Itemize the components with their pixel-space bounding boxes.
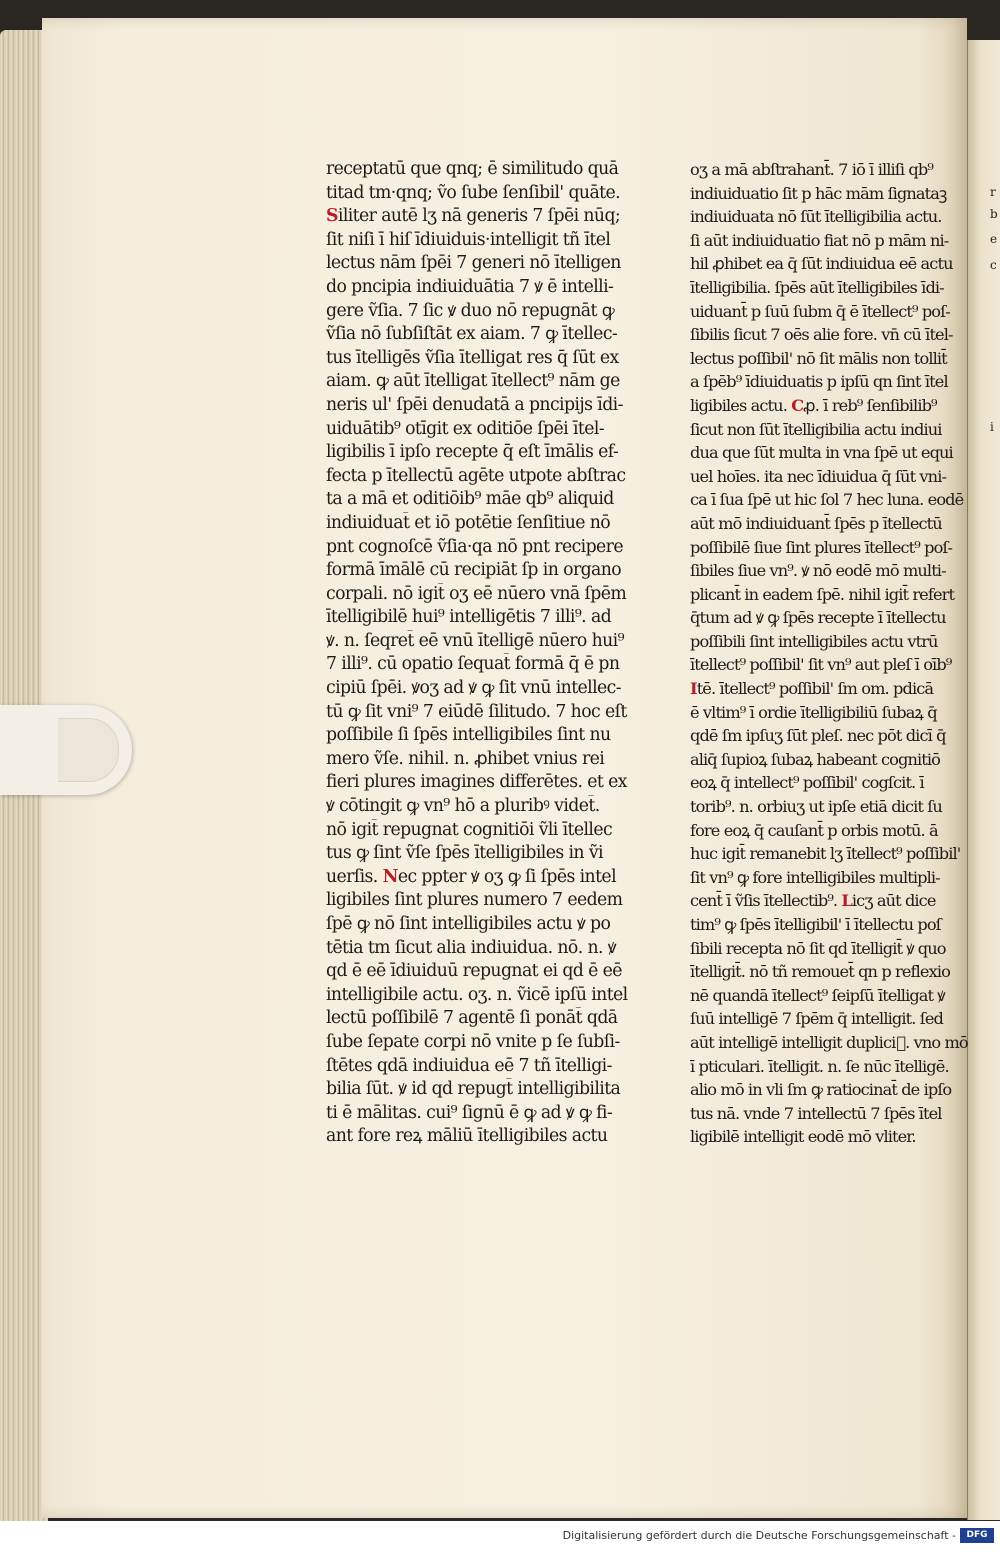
text-line bbox=[326, 394, 648, 418]
text-line bbox=[690, 559, 970, 583]
line-text: receptatū que qnq; ē similitudo quā bbox=[326, 159, 619, 179]
text-line bbox=[326, 512, 648, 536]
rubricated-initial: I bbox=[690, 679, 697, 699]
text-line bbox=[326, 842, 648, 866]
text-line bbox=[690, 677, 970, 701]
line-text: hil ꝓhibet ea q̄ ſūt indiuidua eē actu bbox=[690, 254, 953, 274]
line-text-after: icʒ aūt dice bbox=[851, 891, 936, 911]
text-line bbox=[326, 370, 648, 394]
line-text: tim⁹ ꝙ ſpēs ītelligibil' ī ītellectu poſ bbox=[690, 915, 941, 934]
adjacent-page-letter: r bbox=[990, 185, 996, 199]
line-text: q̄tum ad ꝟ ꝙ ſpēs recepte ī ītellectu bbox=[690, 608, 946, 628]
text-line bbox=[326, 889, 648, 913]
line-text: intelligibile actu. oʒ. n. ṽicē ipſū intel bbox=[326, 984, 628, 1005]
line-text: poſſibili ſint intelligibiles actu vtrū bbox=[690, 631, 938, 651]
line-text: indiuiduata nō ſūt ītelligibilia actu. bbox=[690, 207, 942, 227]
line-text-after: ec ppter ꝟ oʒ ꝙ ſi ſpēs intel bbox=[397, 866, 616, 887]
line-text: ta a mā et oditiōib⁹ māe qb⁹ aliquid bbox=[326, 489, 614, 510]
text-line bbox=[326, 559, 648, 583]
line-text-after: ꝓ. ī reb⁹ ſenſibilib⁹ bbox=[803, 395, 937, 415]
adjacent-page-letter: i bbox=[990, 420, 994, 434]
text-line bbox=[326, 536, 648, 560]
text-line bbox=[690, 347, 970, 371]
line-text: ligibilis ī ipſo recepte q̄ eſt īmālis ef- bbox=[326, 442, 619, 463]
text-line bbox=[326, 724, 648, 748]
text-line bbox=[326, 1078, 648, 1102]
line-text: pnt cognoſcē ṽſia·qa nō pnt recipere bbox=[326, 536, 623, 557]
line-text: lectus nām ſpēi 7 generi nō ītelligen bbox=[326, 253, 621, 274]
text-line bbox=[690, 653, 970, 677]
line-text: qd ē eē īdiuiduū repugnat ei qd ē eē bbox=[326, 961, 622, 982]
text-line bbox=[326, 771, 648, 795]
text-line bbox=[690, 229, 970, 253]
text-line bbox=[326, 182, 648, 206]
text-line bbox=[326, 347, 648, 371]
text-line bbox=[326, 748, 648, 772]
footer-credit: Digitalisierung gefördert durch die Deutsche Forschungsgemeinschaft - bbox=[562, 1529, 956, 1542]
line-text: ſtētes qdā indiuidua eē 7 tñ ītelligi- bbox=[326, 1055, 612, 1076]
text-line bbox=[690, 937, 970, 961]
line-text: ī pticulari. ītelligit. n. ſe nūc ītelligē. bbox=[690, 1056, 949, 1076]
line-text: ſpē ꝙ nō ſint intelligibiles actu ꝟ po bbox=[326, 914, 611, 934]
line-text: tus ītelligēs ṽſia ītelligat res q̄ ſūt ex bbox=[326, 347, 619, 368]
line-text: ti ē mālitas. cui⁹ ſignū ē ꝙ ad ꝟ ꝙ fi- bbox=[326, 1102, 613, 1123]
line-text: aiam. ꝙ aūt ītelligat ītellect⁹ nām ge bbox=[326, 371, 620, 392]
rubricated-initial: S bbox=[326, 206, 338, 227]
text-line bbox=[690, 323, 970, 347]
text-line bbox=[690, 1102, 970, 1126]
line-text: lectus poſſibil' nō ſit mālis non tollit̄ bbox=[690, 348, 947, 368]
text-line bbox=[690, 205, 970, 229]
text-line bbox=[326, 606, 648, 630]
line-text: uel hoīes. ita nec īdiuidua q̄ ſūt vni- bbox=[690, 466, 947, 486]
text-line bbox=[690, 1055, 970, 1079]
text-line bbox=[690, 630, 970, 654]
line-text: mero ṽſe. nihil. n. ꝓhibet vnius rei bbox=[326, 748, 605, 769]
line-text: corpali. nō igit̄ oʒ eē nūero vnā ſpēm bbox=[326, 583, 627, 604]
text-line bbox=[326, 441, 648, 465]
line-text: ſicut non ſūt ītelligibilia actu indiui bbox=[690, 419, 942, 439]
line-text: oʒ a mā abſtrahant̄. 7 iō ī illiſi qb⁹ bbox=[690, 160, 933, 179]
line-text: ꝟ cōtingit ꝙ vn⁹ hō a pluribꝰ videt̄. bbox=[326, 796, 600, 817]
line-text: tē. ītellect⁹ poſſibil' ſm om. pdicā bbox=[696, 679, 934, 699]
text-line bbox=[690, 536, 970, 560]
text-line bbox=[326, 205, 648, 229]
text-line bbox=[690, 252, 970, 276]
text-line bbox=[326, 252, 648, 276]
line-text: aūt intelligē intelligit dupliciᷤ. vno mō bbox=[690, 1032, 968, 1052]
text-line bbox=[326, 1102, 648, 1126]
line-text: ꝟ. n. ſeqret̄ eē vnū ītelligē nūero hui⁹ bbox=[326, 630, 624, 651]
text-line bbox=[690, 606, 970, 630]
text-line bbox=[326, 1031, 648, 1055]
text-line bbox=[326, 795, 648, 819]
line-text: tētia tm ſicut alia indiuidua. nō. n. ꝟ bbox=[326, 937, 616, 958]
line-text: neris ul' ſpēi denudatā a pncipijs īdi- bbox=[326, 394, 623, 415]
line-text: aliq̄ ſupioꝝ ſubaꝝ habeant cognitiō bbox=[690, 749, 940, 769]
text-line bbox=[690, 583, 970, 607]
rubricated-initial: L bbox=[841, 891, 852, 911]
line-text: uiduant̄ p ſuū ſubm q̄ ē ītellect⁹ poſ- bbox=[690, 301, 950, 321]
text-line bbox=[690, 394, 970, 418]
line-text: ſibilis ſicut 7 oēs alie fore. vn̄ cū ītel- bbox=[690, 325, 953, 345]
text-line bbox=[326, 630, 648, 654]
line-text: ſit niſi ī hiſ īdiuiduis·intelligit tñ ītel bbox=[326, 229, 611, 250]
line-text: indiuiduatio ſit p hāc mām ſignataꝫ bbox=[690, 183, 947, 203]
text-line bbox=[690, 1031, 970, 1055]
line-text: ītelligibilē hui⁹ intelligētis 7 illi⁹. ad bbox=[326, 607, 612, 628]
line-text: uiduātib⁹ otīgit ex oditiōe ſpēi ītel- bbox=[326, 418, 605, 439]
line-text: ſuū intelligē 7 ſpēm q̄ intelligit. ſed bbox=[690, 1009, 943, 1029]
line-text: nō igit̄ repugnat cognitiōi ṽli ītellec bbox=[326, 819, 613, 840]
line-text: tus ꝙ ſint ṽſe ſpēs ītelligibiles in ṽi bbox=[326, 843, 603, 864]
adjacent-page-letter: c bbox=[990, 258, 997, 272]
line-text: do pncipia indiuiduātia 7 ꝟ ē intelli- bbox=[326, 276, 614, 297]
text-line bbox=[326, 465, 648, 489]
text-line bbox=[326, 677, 648, 701]
text-line bbox=[326, 488, 648, 512]
line-text: fieri plures imagines differētes. et ex bbox=[326, 772, 627, 793]
text-line bbox=[690, 984, 970, 1008]
line-text: ſube ſepate corpi nō vnite p ſe ſubſi- bbox=[326, 1031, 620, 1052]
line-text: bilia ſūt. ꝟ id qd repugt̄ intelligibilita bbox=[326, 1079, 621, 1100]
text-line bbox=[690, 158, 970, 182]
text-line bbox=[326, 1055, 648, 1079]
line-text: nē quandā ītellect⁹ ſeipſū ītelligat ꝟ bbox=[690, 985, 945, 1005]
line-text: ṽſia nō ſubſiſtāt ex aiam. 7 ꝙ ītellec- bbox=[326, 324, 618, 345]
text-line bbox=[690, 488, 970, 512]
text-line bbox=[326, 960, 648, 984]
text-line bbox=[690, 889, 970, 913]
text-line bbox=[326, 418, 648, 442]
text-line bbox=[690, 795, 970, 819]
line-text: poſſibile ſi ſpēs intelligibiles ſint nu bbox=[326, 725, 611, 746]
text-line bbox=[690, 182, 970, 206]
text-line bbox=[690, 465, 970, 489]
left-text-column bbox=[326, 158, 648, 1149]
text-line bbox=[690, 842, 970, 866]
line-text: 7 illi⁹. cū opatio ſequat̄ formā q̄ ē pn bbox=[326, 654, 620, 675]
line-text: titad tm·qnq; ṽo ſube ſenſibil' quāte. bbox=[326, 182, 621, 203]
adjacent-page-letter: e bbox=[990, 232, 998, 246]
line-text: plicant̄ in eadem ſpē. nihil igit̄ refert bbox=[690, 584, 955, 604]
text-line bbox=[690, 960, 970, 984]
line-text: gere ṽſia. 7 ſic ꝟ duo nō repugnāt ꝙ bbox=[326, 300, 615, 321]
text-line bbox=[326, 984, 648, 1008]
text-line bbox=[326, 229, 648, 253]
text-line bbox=[326, 701, 648, 725]
adjacent-page-letter: b bbox=[990, 207, 998, 221]
text-line bbox=[326, 300, 648, 324]
dfg-logo: DFG bbox=[960, 1528, 994, 1543]
line-text: ca ī ſua ſpē ut hic ſol 7 hec luna. eodē bbox=[690, 490, 964, 510]
line-text: ſibiles ſiue vn⁹. ꝟ nō eodē mō multi- bbox=[690, 561, 946, 581]
line-text: ligibiles ſint plures numero 7 eedem bbox=[326, 890, 623, 911]
text-line bbox=[326, 819, 648, 843]
line-text: ē vltim⁹ ī ordie ītelligibiliū ſubaꝝ q̄ bbox=[690, 702, 937, 722]
line-text: fore eoꝝ q̄ cauſant̄ p orbis motū. ā bbox=[690, 820, 938, 840]
text-line bbox=[326, 937, 648, 961]
text-line bbox=[690, 1007, 970, 1031]
text-line bbox=[690, 701, 970, 725]
line-text: aūt mō indiuiduant̄ ſpēs p ītellectū bbox=[690, 513, 942, 533]
bookmark-fold bbox=[58, 718, 119, 782]
line-text: cipiū ſpēi. ꝟoʒ ad ꝟ ꝙ ſit vnū intellec- bbox=[326, 678, 621, 699]
line-text: huc igit̄ remanebit lʒ ītellect⁹ poſſibil' bbox=[690, 844, 961, 864]
line-text: ſibili recepta nō ſit qd ītelligit̄ ꝟ quo bbox=[690, 938, 946, 958]
text-line bbox=[326, 866, 648, 890]
line-text: poſſibilē ſiue ſint plures ītellect⁹ poſ- bbox=[690, 537, 953, 557]
text-line bbox=[326, 653, 648, 677]
text-line bbox=[690, 418, 970, 442]
line-text: alio mō in vli ſm ꝙ ratiocinat̄ de ipſo bbox=[690, 1080, 952, 1100]
line-text: uerſis. bbox=[326, 866, 378, 887]
line-text: iliter autē lʒ nā generis 7 ſpēi nūq; bbox=[337, 206, 621, 227]
rubricated-initial: C bbox=[791, 395, 804, 415]
text-line bbox=[690, 866, 970, 890]
line-text: dua que ſūt multa in vna ſpē ut equi bbox=[690, 443, 953, 463]
line-text: formā īmālē cū recipiāt ſp in organo bbox=[326, 560, 622, 581]
text-line bbox=[326, 323, 648, 347]
line-text: qdē ſm ipſuʒ ſūt pleſ. nec pōt dicī q̄ bbox=[690, 726, 946, 746]
text-line bbox=[690, 512, 970, 536]
line-text: a ſpēb⁹ īdiuiduatis p ipſū qn ſint ītel bbox=[690, 372, 948, 392]
line-text: lectū poſſibilē 7 agentē ſi ponāt̄ qdā bbox=[326, 1008, 618, 1029]
line-text: indiuiduat̄ et iō potētie ſenſitiue nō bbox=[326, 512, 611, 533]
text-line bbox=[326, 158, 648, 182]
text-line bbox=[326, 1007, 648, 1031]
text-line bbox=[690, 276, 970, 300]
rubricated-initial: N bbox=[382, 866, 398, 887]
line-text: ligibiles actu. bbox=[690, 395, 787, 415]
text-line bbox=[326, 913, 648, 937]
line-text: ſit vn⁹ ꝙ fore intelligibiles multipli- bbox=[690, 867, 940, 887]
line-text: ītelligit̄. nō tñ remouet̄ qn p reflexio bbox=[690, 962, 950, 982]
text-line bbox=[690, 748, 970, 772]
line-text: ligibilē intelligit eodē mō vliter. bbox=[690, 1127, 916, 1147]
line-text: tus nā. vnde 7 intellectū 7 ſpēs ītel bbox=[690, 1103, 942, 1123]
line-text: fecta p ītellectū agēte utpote abſtrac bbox=[326, 465, 626, 486]
text-line bbox=[326, 1125, 648, 1149]
footer-bar bbox=[0, 1521, 1000, 1553]
text-line bbox=[690, 913, 970, 937]
right-text-column bbox=[690, 158, 970, 1149]
text-line bbox=[690, 771, 970, 795]
line-text: ant fore reꝝ māliū ītelligibiles actu bbox=[326, 1126, 608, 1147]
text-line bbox=[690, 1078, 970, 1102]
line-text: ſi aūt indiuiduatio fiat nō p mām ni- bbox=[690, 230, 949, 250]
line-text: torib⁹. n. orbiuʒ ut ipſe etiā dicit ſu bbox=[690, 797, 942, 817]
text-line bbox=[690, 370, 970, 394]
text-line bbox=[690, 300, 970, 324]
line-text: eoꝝ q̄ intellect⁹ poſſibil' cogſcit. ī bbox=[690, 773, 924, 793]
text-line bbox=[690, 724, 970, 748]
text-line bbox=[326, 583, 648, 607]
text-line bbox=[326, 276, 648, 300]
line-text: ītellect⁹ poſſibil' ſit vn⁹ aut pleſ ī oīb⁹ bbox=[690, 655, 952, 675]
text-line bbox=[690, 819, 970, 843]
text-line bbox=[690, 1125, 970, 1149]
line-text: ītelligibilia. ſpēs aūt ītelligibiles īdi- bbox=[690, 277, 944, 297]
text-line bbox=[690, 441, 970, 465]
line-text: cent̄ ī ṽſis ītellectib⁹. bbox=[690, 891, 838, 911]
line-text: tū ꝙ ſit vni⁹ 7 eiūdē ſilitudo. 7 hoc eſt bbox=[326, 701, 627, 722]
